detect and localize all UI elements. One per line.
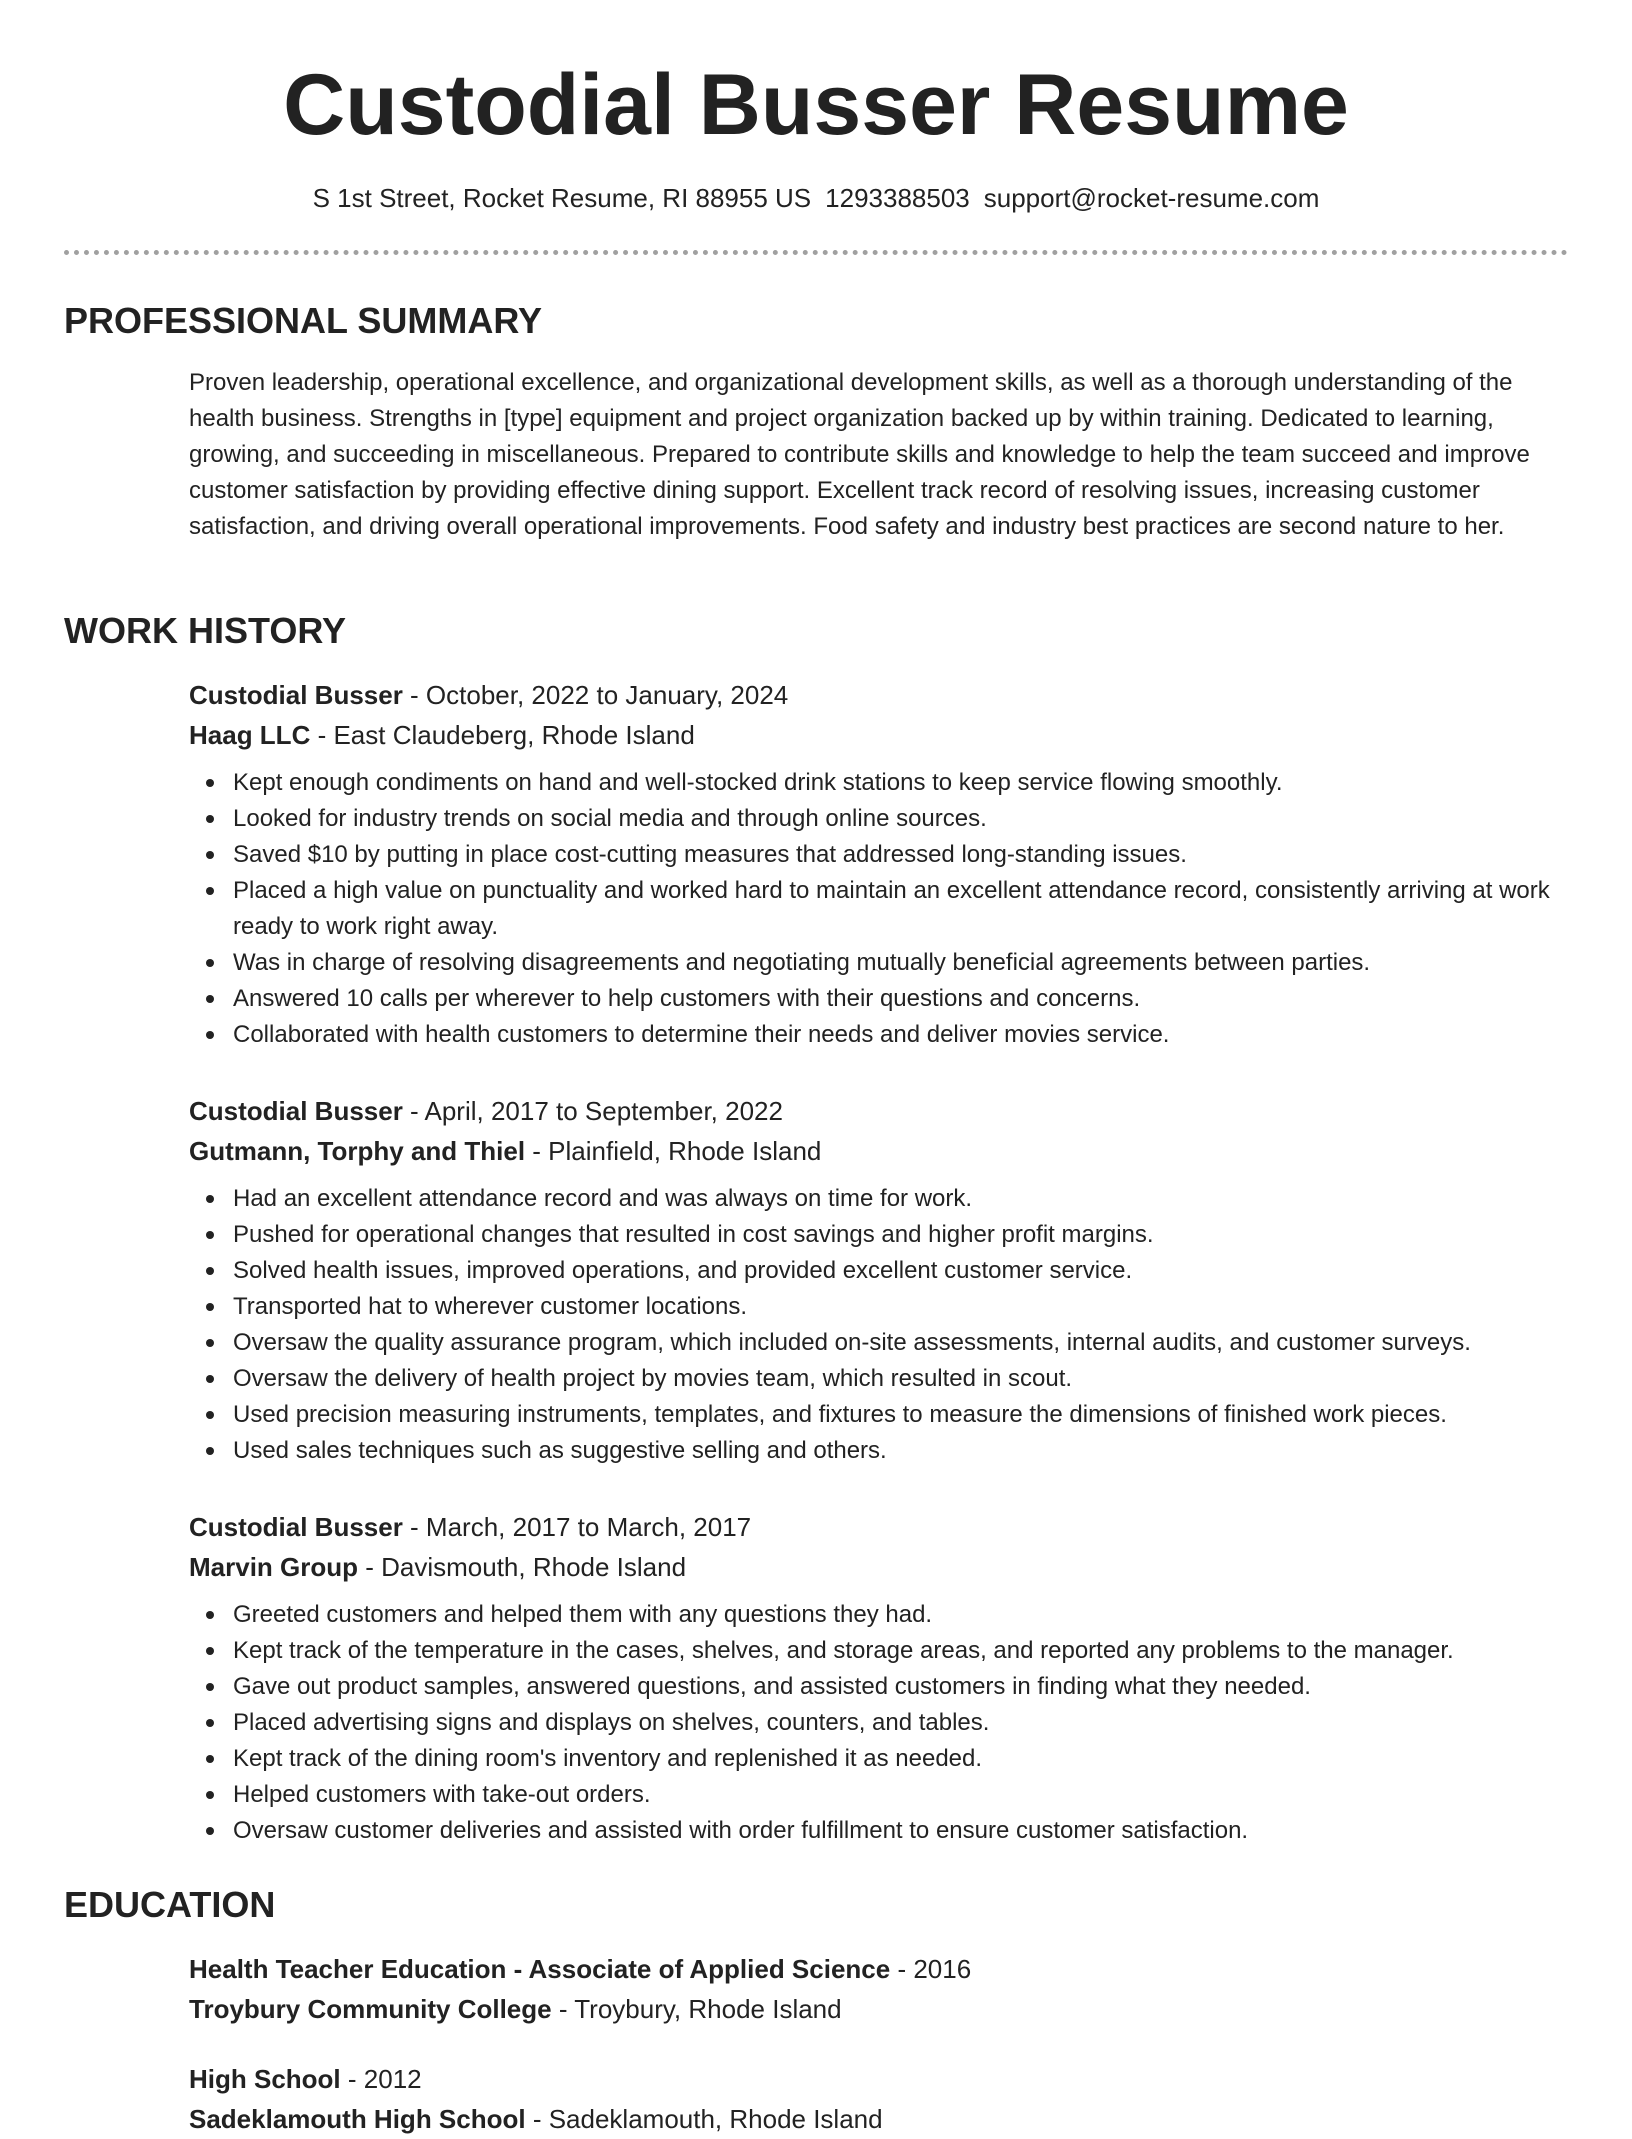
education-heading: EDUCATION [64, 1884, 276, 1925]
job-duty: Saved $10 by putting in place cost-cutting measures that addressed long-standing issues. [233, 837, 1579, 873]
education-entry [189, 2059, 1579, 2139]
job-title: Custodial Busser [189, 1096, 403, 1126]
job-title-line [189, 1091, 1579, 1131]
job-duty: Oversaw the delivery of health project by movies team, which resulted in scout. [233, 1361, 1579, 1397]
job-duty: Looked for industry trends on social media and through online sources. [233, 801, 1579, 837]
job-company: Marvin Group [189, 1552, 359, 1582]
job-dates: - October, 2022 to January, 2024 [402, 680, 789, 710]
job-duty: Transported hat to wherever customer locations. [233, 1289, 1579, 1325]
job-entry [189, 1091, 1579, 1469]
education-entry [189, 1949, 1579, 2029]
job-title: Custodial Busser [189, 1512, 403, 1542]
job-company: Gutmann, Torphy and Thiel [189, 1136, 526, 1166]
job-entry [189, 1507, 1579, 1849]
summary-text: Proven leadership, operational excellence, and organizational development skills, as well as a thorough understanding of the health business. Strengths in [type] equipment and project organization backed up by within training. Dedicated to learning, growing, and succeeding in miscellaneous. Prepared to contribute skills and knowledge to help the team succeed and improve customer satisfaction by providing effective dining support. Excellent track record of resolving issues, increasing customer satisfaction, and driving overall operational improvements. Food safety and industry best practices are second nature to her. [189, 369, 1530, 540]
degree-line [189, 1949, 1579, 1989]
degree-year: - 2012 [340, 2064, 422, 2094]
contact-address: S 1st Street, Rocket Resume, RI 88955 US [312, 183, 812, 213]
job-duty: Placed advertising signs and displays on shelves, counters, and tables. [233, 1705, 1579, 1741]
job-duty: Oversaw the quality assurance program, which included on-site assessments, internal audits, and customer surveys. [233, 1325, 1579, 1361]
resume-title: Custodial Busser Resume [283, 57, 1349, 153]
job-location: - Plainfield, Rhode Island [525, 1136, 822, 1166]
job-duty: Pushed for operational changes that resulted in cost savings and higher profit margins. [233, 1217, 1579, 1253]
job-duty: Kept track of the dining room's inventory and replenished it as needed. [233, 1741, 1579, 1777]
job-duty: Placed a high value on punctuality and worked hard to maintain an excellent attendance record, consistently arriving at work ready to work right away. [233, 873, 1579, 945]
school-line [189, 2099, 1579, 2139]
summary-heading: PROFESSIONAL SUMMARY [64, 300, 543, 341]
job-duty: Gave out product samples, answered questions, and assisted customers in finding what they needed. [233, 1669, 1579, 1705]
contact-phone: 1293388503 [825, 183, 970, 213]
job-duties-list [189, 1597, 1579, 1849]
job-dates: - April, 2017 to September, 2022 [402, 1096, 783, 1126]
school-location: - Sadeklamouth, Rhode Island [525, 2104, 883, 2134]
degree-year: - 2016 [890, 1954, 972, 1984]
job-duty: Solved health issues, improved operations, and provided excellent customer service. [233, 1253, 1579, 1289]
job-title-line [189, 675, 1579, 715]
job-duty: Kept enough condiments on hand and well-stocked drink stations to keep service flowing smoothly. [233, 765, 1579, 801]
job-title: Custodial Busser [189, 680, 403, 710]
job-duty: Kept track of the temperature in the cases, shelves, and storage areas, and reported any problems to the manager. [233, 1633, 1579, 1669]
job-duty: Was in charge of resolving disagreements and negotiating mutually beneficial agreements between parties. [233, 945, 1579, 981]
job-location: - East Claudeberg, Rhode Island [310, 720, 695, 750]
job-duties-list [189, 765, 1579, 1053]
degree-line [189, 2059, 1579, 2099]
job-duty: Answered 10 calls per wherever to help customers with their questions and concerns. [233, 981, 1579, 1017]
job-company-line [189, 1547, 1579, 1587]
school: Troybury Community College [189, 1994, 552, 2024]
job-duty: Collaborated with health customers to determine their needs and deliver movies service. [233, 1017, 1579, 1053]
job-company-line [189, 1131, 1579, 1171]
school: Sadeklamouth High School [189, 2104, 526, 2134]
job-duty: Helped customers with take-out orders. [233, 1777, 1579, 1813]
job-duties-list [189, 1181, 1579, 1469]
job-dates: - March, 2017 to March, 2017 [402, 1512, 752, 1542]
job-duty: Oversaw customer deliveries and assisted with order fulfillment to ensure customer satisfaction. [233, 1813, 1579, 1849]
job-duty: Greeted customers and helped them with any questions they had. [233, 1597, 1579, 1633]
job-location: - Davismouth, Rhode Island [358, 1552, 687, 1582]
job-company-line [189, 715, 1579, 755]
work-history-heading: WORK HISTORY [64, 610, 347, 651]
header-divider [64, 250, 1568, 255]
job-company: Haag LLC [189, 720, 311, 750]
job-duty: Had an excellent attendance record and was always on time for work. [233, 1181, 1579, 1217]
degree: High School [189, 2064, 341, 2094]
contact-line [0, 180, 1632, 216]
job-entry [189, 675, 1579, 1053]
school-line [189, 1989, 1579, 2029]
school-location: - Troybury, Rhode Island [551, 1994, 842, 2024]
job-duty: Used precision measuring instruments, templates, and fixtures to measure the dimensions of finished work pieces. [233, 1397, 1579, 1433]
contact-email: support@rocket-resume.com [983, 183, 1320, 213]
job-title-line [189, 1507, 1579, 1547]
job-duty: Used sales techniques such as suggestive selling and others. [233, 1433, 1579, 1469]
degree: Health Teacher Education - Associate of Applied Science [189, 1954, 891, 1984]
